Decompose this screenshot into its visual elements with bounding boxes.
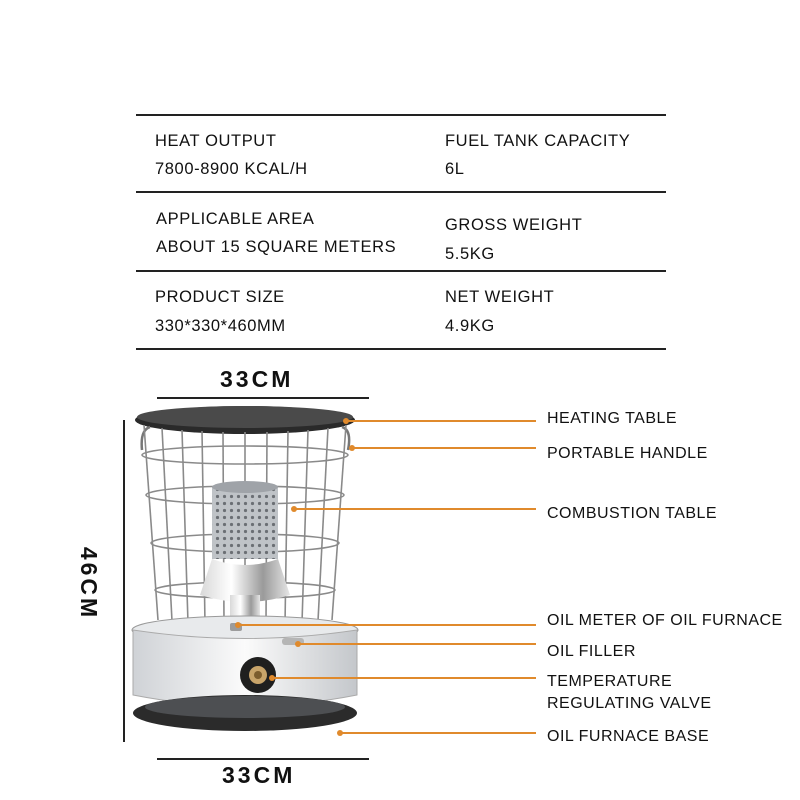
leader-temperature-valve bbox=[272, 677, 536, 679]
table-rule bbox=[136, 270, 666, 272]
spec-value-gross-weight: 5.5KG bbox=[445, 245, 495, 263]
spec-label-heat-output: HEAT OUTPUT bbox=[155, 132, 277, 150]
bottom-width-label: 33CM bbox=[222, 762, 296, 788]
callout-furnace-base: OIL FURNACE BASE bbox=[547, 728, 710, 745]
table-rule-top bbox=[136, 114, 666, 116]
bottom-width-line bbox=[157, 758, 369, 760]
spec-label-applicable-area: APPLICABLE AREA bbox=[156, 210, 315, 228]
furnace-base bbox=[133, 695, 357, 731]
spec-value-heat-output: 7800-8900 KCAL/H bbox=[155, 160, 308, 178]
table-rule bbox=[136, 191, 666, 193]
height-label: 46CM bbox=[76, 546, 103, 621]
callout-portable-handle: PORTABLE HANDLE bbox=[547, 445, 708, 462]
height-line bbox=[123, 420, 125, 742]
spec-label-fuel-tank: FUEL TANK CAPACITY bbox=[445, 132, 631, 150]
leader-combustion-table bbox=[294, 508, 536, 510]
spec-label-product-size: PRODUCT SIZE bbox=[155, 288, 285, 306]
table-rule-bottom bbox=[136, 348, 666, 350]
spec-value-applicable-area: ABOUT 15 SQUARE METERS bbox=[156, 238, 397, 256]
spec-label-gross-weight: GROSS WEIGHT bbox=[445, 216, 583, 234]
callout-temperature-valve-line1: TEMPERATURE bbox=[547, 673, 673, 690]
combustion-chamber bbox=[200, 481, 290, 620]
spec-value-product-size: 330*330*460MM bbox=[155, 317, 286, 335]
leader-heating-table bbox=[346, 420, 536, 422]
top-width-label: 33CM bbox=[220, 366, 294, 392]
callout-oil-meter: OIL METER OF OIL FURNACE bbox=[547, 612, 783, 629]
callout-temperature-valve-line2: REGULATING VALVE bbox=[547, 695, 712, 712]
leader-oil-filler bbox=[298, 643, 536, 645]
leader-oil-meter bbox=[238, 624, 536, 626]
spec-value-net-weight: 4.9KG bbox=[445, 317, 495, 335]
spec-value-fuel-tank: 6L bbox=[445, 160, 465, 178]
leader-portable-handle bbox=[352, 447, 536, 449]
callout-combustion-table: COMBUSTION TABLE bbox=[547, 505, 718, 522]
callout-oil-filler: OIL FILLER bbox=[547, 643, 636, 660]
spec-label-net-weight: NET WEIGHT bbox=[445, 288, 555, 306]
heating-table-plate bbox=[135, 406, 355, 434]
callout-heating-table: HEATING TABLE bbox=[547, 410, 678, 427]
leader-furnace-base bbox=[340, 732, 536, 734]
fuel-tank bbox=[132, 616, 358, 706]
